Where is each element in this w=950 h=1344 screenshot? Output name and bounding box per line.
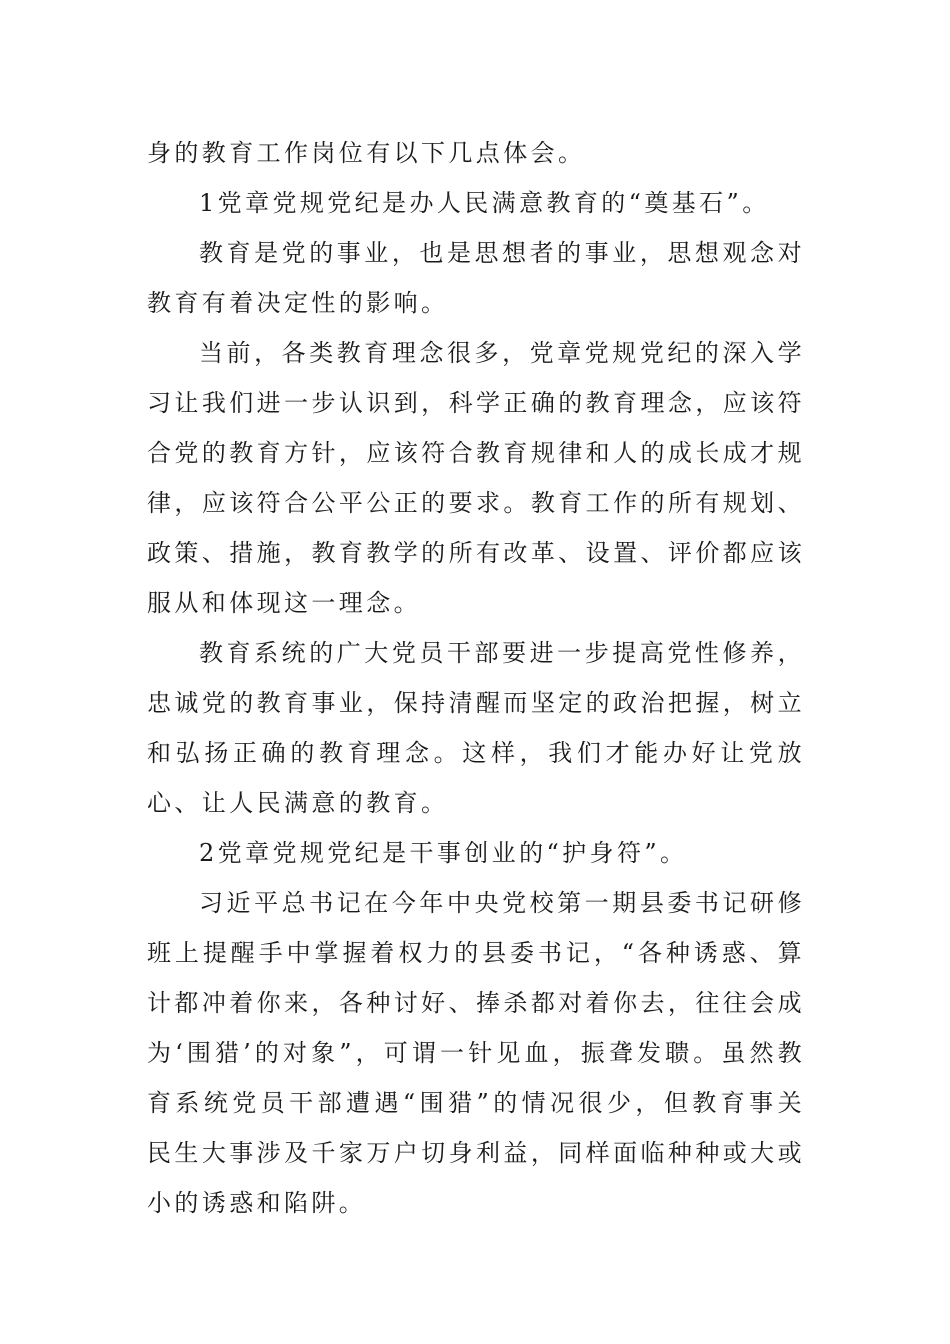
document-body	[147, 128, 805, 1228]
paragraph: 教育是党的事业，也是思想者的事业，思想观念对教育有着决定性的影响。	[147, 239, 805, 317]
section-heading-2: 2党章党规党纪是干事创业的“护身符”。	[199, 839, 688, 867]
paragraph-continuation: 身的教育工作岗位有以下几点体会。	[147, 139, 586, 167]
section-heading-1: 1党章党规党纪是办人民满意教育的“奠基石”。	[199, 189, 770, 217]
paragraph: 当前，各类教育理念很多，党章党规党纪的深入学习让我们进一步认识到，科学正确的教育理念，应该符合党的教育方针，应该符合教育规律和人的成长成才规律，应该符合公平公正的要求。教育工作的所有规划、政策、措施，教育教学的所有改革、设置、评价都应该服从和体现这一理念。	[147, 339, 805, 617]
paragraph: 教育系统的广大党员干部要进一步提高党性修养，忠诚党的教育事业，保持清醒而坚定的政治把握，树立和弘扬正确的教育理念。这样，我们才能办好让党放心、让人民满意的教育。	[147, 639, 805, 817]
paragraph: 习近平总书记在今年中央党校第一期县委书记研修班上提醒手中掌握着权力的县委书记，“各种诱惑、算计都冲着你来，各种讨好、捧杀都对着你去，往往会成为‘围猎’的对象”，可谓一针见血，振聋发聩。虽然教育系统党员干部遭遇“围猎”的情况很少，但教育事关民生大事涉及千家万户切身利益，同样面临种种或大或小的诱惑和陷阱。	[147, 889, 805, 1217]
